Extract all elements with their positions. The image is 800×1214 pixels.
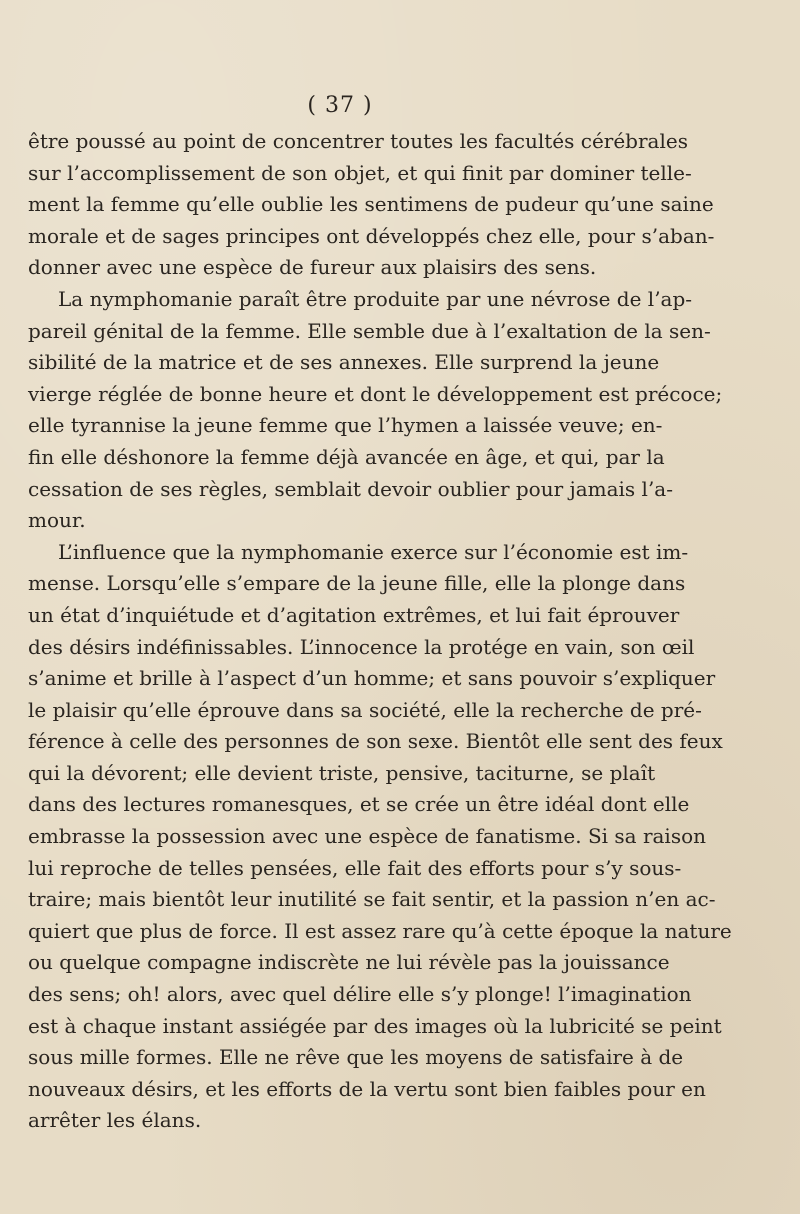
text-line: dans des lectures romanesques, et se crée un être idéal dont elle bbox=[28, 792, 690, 817]
text-line: fin elle déshonore la femme déjà avancée en âge, et qui, par la bbox=[28, 444, 665, 469]
paragraph bbox=[28, 284, 723, 537]
paragraph bbox=[28, 126, 715, 284]
text-line: lui reproche de telles pensées, elle fait des efforts pour s’y sous- bbox=[28, 855, 682, 880]
text-line: ment la femme qu’elle oublie les sentimens de pudeur qu’une saine bbox=[28, 192, 714, 217]
text-line: morale et de sages principes ont développés chez elle, pour s’aban- bbox=[28, 223, 715, 248]
text-line: L’influence que la nymphomanie exerce sur l’économie est im- bbox=[58, 539, 689, 564]
text-line: pareil génital de la femme. Elle semble due à l’exaltation de la sen- bbox=[28, 318, 711, 343]
text-line: sibilité de la matrice et de ses annexes. Elle surprend la jeune bbox=[28, 350, 660, 375]
text-line: qui la dévorent; elle devient triste, pensive, taciturne, se plaît bbox=[28, 760, 656, 785]
text-line: des sens; oh! alors, avec quel délire elle s’y plonge! l’imagination bbox=[28, 982, 692, 1007]
text-line: nouveaux désirs, et les efforts de la vertu sont bien faibles pour en bbox=[28, 1076, 706, 1101]
text-line: sur l’accomplissement de son objet, et qui finit par dominer telle- bbox=[28, 160, 692, 185]
page-number: ( 37 ) bbox=[307, 93, 373, 118]
text-line: s’anime et brille à l’aspect d’un homme; et sans pouvoir s’expliquer bbox=[28, 666, 716, 691]
text-line: férence à celle des personnes de son sexe. Bientôt elle sent des feux bbox=[28, 729, 723, 754]
text-line: des désirs indéfinissables. L’innocence la protége en vain, son œil bbox=[28, 634, 695, 659]
text-line: arrêter les élans. bbox=[28, 1108, 202, 1133]
text-line: ou quelque compagne indiscrète ne lui révèle pas la jouissance bbox=[28, 950, 670, 975]
text-line: elle tyrannise la jeune femme que l’hymen a laissée veuve; en- bbox=[28, 413, 663, 438]
text-line: traire; mais bientôt leur inutilité se fait sentir, et la passion n’en ac- bbox=[28, 887, 716, 912]
text-line: le plaisir qu’elle éprouve dans sa société, elle la recherche de pré- bbox=[28, 697, 702, 722]
text-line: vierge réglée de bonne heure et dont le développement est précoce; bbox=[28, 381, 723, 406]
text-line: embrasse la possession avec une espèce de fanatisme. Si sa raison bbox=[28, 824, 707, 849]
text-line: est à chaque instant assiégée par des images où la lubricité se peint bbox=[28, 1013, 722, 1038]
text-line: cessation de ses règles, semblait devoir oublier pour jamais l’a- bbox=[28, 476, 673, 501]
text-line: mense. Lorsqu’elle s’empare de la jeune fille, elle la plonge dans bbox=[28, 571, 686, 596]
text-line: sous mille formes. Elle ne rêve que les moyens de satisfaire à de bbox=[28, 1045, 684, 1070]
text-line: un état d’inquiétude et d’agitation extrêmes, et lui fait éprouver bbox=[28, 602, 680, 627]
text-line: donner avec une espèce de fureur aux plaisirs des sens. bbox=[28, 255, 597, 280]
paragraph bbox=[28, 537, 732, 1137]
body-text bbox=[28, 126, 732, 1137]
text-line: mour. bbox=[28, 508, 86, 533]
text-line: quiert que plus de force. Il est assez rare qu’à cette époque la nature bbox=[28, 918, 732, 943]
text-line: La nymphomanie paraît être produite par une névrose de l’ap- bbox=[58, 286, 693, 311]
text-line: être poussé au point de concentrer toutes les facultés cérébrales bbox=[28, 129, 688, 153]
